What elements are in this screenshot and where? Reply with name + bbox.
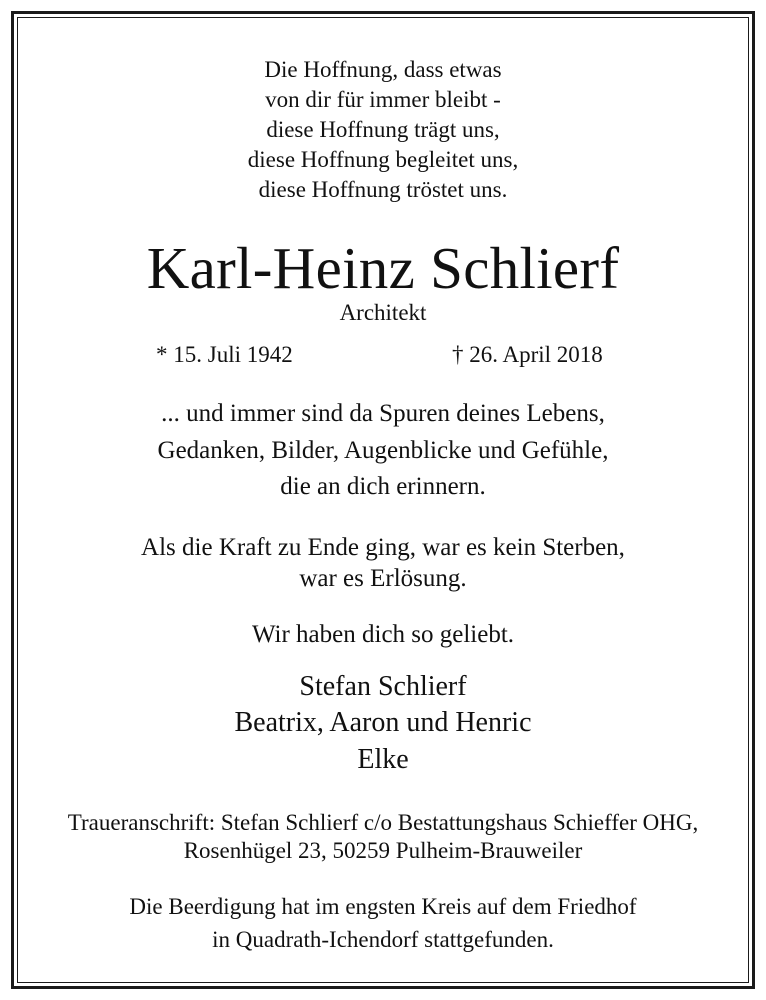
address-line: Traueranschrift: Stefan Schlierf c/o Bestattungshaus Schieffer OHG, (67, 810, 699, 835)
mourner-name: Beatrix, Aaron und Henric (234, 707, 532, 738)
deceased-name: Karl-Heinz Schlierf (146, 235, 620, 301)
poem-line: von dir für immer bleibt - (265, 87, 501, 112)
birth-date: * 15. Juli 1942 (156, 342, 293, 367)
verse-line: Gedanken, Bilder, Augenblicke und Gefühle, (157, 437, 609, 464)
death-date: † 26. April 2018 (452, 342, 603, 367)
funeral-line: Die Beerdigung hat im engsten Kreis auf dem Friedhof (129, 894, 637, 919)
poem-line: diese Hoffnung begleitet uns, (247, 147, 519, 172)
mourner-name: Stefan Schlierf (299, 671, 467, 702)
verse2-line: Als die Kraft zu Ende ging, war es kein Sterben, (141, 534, 625, 561)
address-line: Rosenhügel 23, 50259 Pulheim-Brauweiler (183, 838, 583, 863)
poem-line: diese Hoffnung trägt uns, (266, 117, 500, 142)
deceased-profession: Architekt (339, 300, 427, 325)
verse-line: ... und immer sind da Spuren deines Lebens, (161, 400, 605, 427)
verse2-line: war es Erlösung. (299, 565, 467, 592)
love-line: Wir haben dich so geliebt. (251, 621, 515, 648)
poem-line: diese Hoffnung tröstet uns. (258, 177, 508, 202)
funeral-line: in Quadrath-Ichendorf stattgefunden. (212, 927, 554, 952)
mourner-name: Elke (357, 744, 409, 775)
verse-line: die an dich erinnern. (280, 473, 486, 500)
poem-line: Die Hoffnung, dass etwas (264, 57, 502, 82)
